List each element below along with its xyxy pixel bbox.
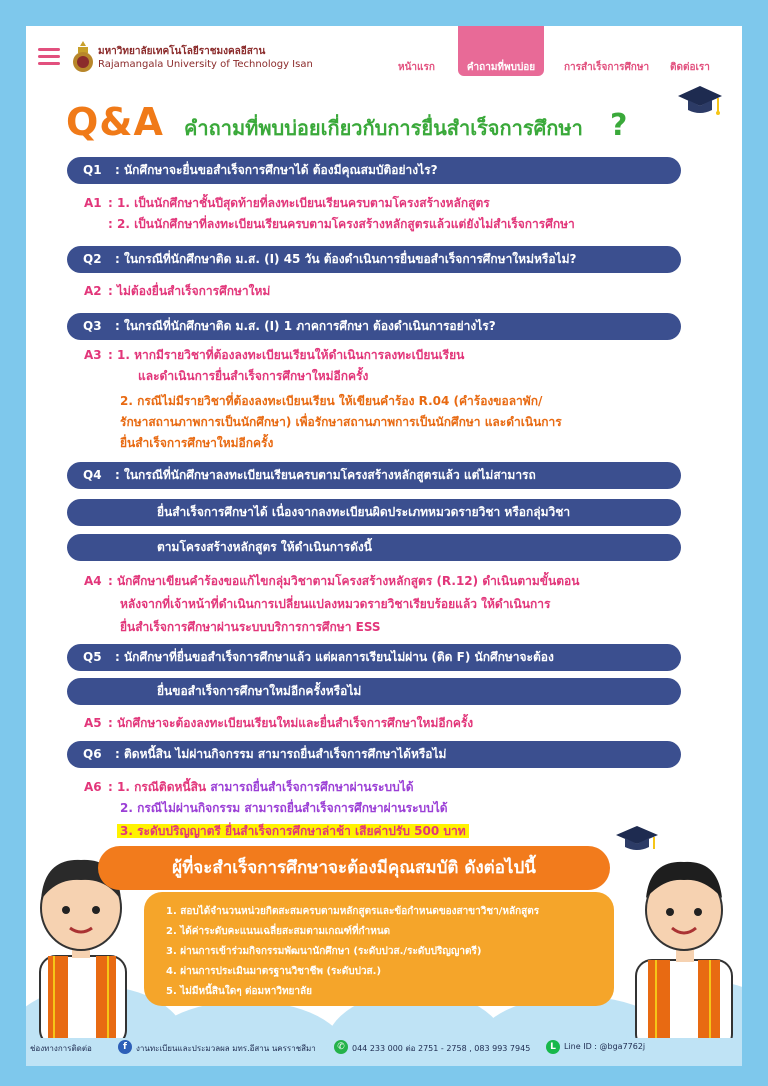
nav-graduation[interactable]: การสำเร็จการศึกษา <box>564 62 650 73</box>
answer-label-a5: A5 <box>84 716 102 730</box>
answer-a4-line3: ยื่นสำเร็จการศึกษาผ่านระบบบริการการศึกษา ESS <box>120 620 381 634</box>
university-name-th: มหาวิทยาลัยเทคโนโลยีราชมงคลอีสาน <box>98 46 266 57</box>
footer <box>26 1032 742 1066</box>
question-q4-line3: ตามโครงสร้างหลักสูตร ให้ดำเนินการดังนี้ <box>67 534 681 561</box>
question-q4-line2: ยื่นสำเร็จการศึกษาได้ เนื่องจากลงทะเบียนผิดประเภทหมวดรายวิชา หรือกลุ่มวิชา <box>67 499 681 526</box>
answer-a2-line1: : ไม่ต้องยื่นสำเร็จการศึกษาใหม่ <box>108 284 271 298</box>
list-item: 5. ไม่มีหนี้สินใดๆ ต่อมหาวิทยาลัย <box>166 986 313 997</box>
answer-a6-line1: : 1. กรณีติดหนี้สิน สามารถยื่นสำเร็จการศึกษาผ่านระบบได้ <box>108 780 414 794</box>
answer-a1-line1: : 1. เป็นนักศึกษาชั้นปีสุดท้ายที่ลงทะเบียนเรียนครบตามโครงสร้างหลักสูตร <box>108 196 490 210</box>
list-item: 3. ผ่านการเข้าร่วมกิจกรรมพัฒนานักศึกษา (ระดับปวส./ระดับปริญญาตรี) <box>166 946 482 957</box>
university-logo-icon <box>72 40 94 74</box>
qualifications-banner: ผู้ที่จะสำเร็จการศึกษาจะต้องมีคุณสมบัติ ดังต่อไปนี้ <box>98 846 610 890</box>
answer-a6-line2: 2. กรณีไม่ผ่านกิจกรรม สามารถยื่นสำเร็จการศึกษาผ่านระบบได้ <box>120 801 448 815</box>
question-q1: Q1 : นักศึกษาจะยื่นขอสำเร็จการศึกษาได้ ต้องมีคุณสมบัติอย่างไร? <box>67 157 681 184</box>
answer-a6-line3: 3. ระดับปริญญาตรี ยื่นสำเร็จการศึกษาล่าช้า เสียค่าปรับ 500 บาท <box>117 822 469 840</box>
poster <box>26 26 742 1066</box>
answer-a5-line1: : นักศึกษาจะต้องลงทะเบียนเรียนใหม่และยื่นสำเร็จการศึกษาใหม่อีกครั้ง <box>108 716 474 730</box>
answer-label-a4: A4 <box>84 574 102 588</box>
answer-a4-line1: : นักศึกษาเขียนคำร้องขอแก้ไขกลุ่มวิชาตามโครงสร้างหลักสูตร (R.12) ดำเนินตามขั้นตอน <box>108 574 580 588</box>
answer-a3-line3: 2. กรณีไม่มีรายวิชาที่ต้องลงทะเบียนเรียน ให้เขียนคำร้อง R.04 (คำร้องขอลาพัก/ <box>120 394 543 408</box>
answer-label-a3: A3 <box>84 348 102 362</box>
answer-a3-line2: และดำเนินการยื่นสำเร็จการศึกษาใหม่อีกครั้ง <box>138 369 369 383</box>
footer-label: ช่องทางการติดต่อ <box>30 1044 92 1053</box>
list-item: 1. สอบได้จำนวนหน่วยกิตสะสมครบตามหลักสูตรและข้อกำหนดของสาขาวิชา/หลักสูตร <box>166 906 540 917</box>
menu-icon[interactable] <box>38 48 60 66</box>
answer-a3-line5: ยื่นสำเร็จการศึกษาใหม่อีกครั้ง <box>120 436 274 450</box>
answer-a3-line1: : 1. หากมีรายวิชาที่ต้องลงทะเบียนเรียนให้ดำเนินการลงทะเบียนเรียน <box>108 348 465 362</box>
qualifications-list <box>144 892 614 1006</box>
question-q6: Q6 : ติดหนี้สิน ไม่ผ่านกิจกรรม สามารถยื่นสำเร็จการศึกษาได้หรือไม่ <box>67 741 681 768</box>
nav-home[interactable]: หน้าแรก <box>398 62 435 73</box>
phone-icon[interactable]: ✆ <box>334 1040 348 1054</box>
graduation-cap-icon <box>676 82 724 122</box>
page-title: คำถามที่พบบ่อยเกี่ยวกับการยื่นสำเร็จการศึกษา <box>184 116 583 140</box>
answer-a3-line4: รักษาสถานภาพการเป็นนักศึกษา) เพื่อรักษาสถานภาพการเป็นนักศึกษา และดำเนินการ <box>120 415 562 429</box>
answer-label-a2: A2 <box>84 284 102 298</box>
nav-faq[interactable]: คำถามที่พบบ่อย <box>458 26 544 76</box>
question-q4-line1: Q4 : ในกรณีที่นักศึกษาลงทะเบียนเรียนครบตามโครงสร้างหลักสูตรแล้ว แต่ไม่สามารถ <box>67 462 681 489</box>
question-q5-line1: Q5 : นักศึกษาที่ยื่นขอสำเร็จการศึกษาแล้ว แต่ผลการเรียนไม่ผ่าน (ติด F) นักศึกษาจะต้อง <box>67 644 681 671</box>
line-icon[interactable]: L <box>546 1040 560 1054</box>
facebook-icon[interactable]: f <box>118 1040 132 1054</box>
answer-a4-line2: หลังจากที่เจ้าหน้าที่ดำเนินการเปลี่ยนแปลงหมวดรายวิชาเรียบร้อยแล้ว ให้ดำเนินการ <box>120 597 551 611</box>
question-q5-line2: ยื่นขอสำเร็จการศึกษาใหม่อีกครั้งหรือไม่ <box>67 678 681 705</box>
footer-line-id[interactable]: Line ID : @bga7762j <box>564 1042 646 1051</box>
nav-contact[interactable]: ติดต่อเรา <box>670 62 710 73</box>
footer-phone[interactable]: 044 233 000 ต่อ 2751 - 2758 , 083 993 7945 <box>352 1044 531 1053</box>
list-item: 2. ได้ค่าระดับคะแนนเฉลี่ยสะสมตามเกณฑ์ที่กำหนด <box>166 926 391 937</box>
answer-label-a6: A6 <box>84 780 102 794</box>
answer-a1-line2: : 2. เป็นนักศึกษาที่ลงทะเบียนเรียนครบตามโครงสร้างหลักสูตรแล้วแต่ยังไม่สำเร็จการศึกษา <box>108 217 575 231</box>
student-girl-illustration <box>626 848 742 1038</box>
qa-heading: Q&A <box>66 100 164 144</box>
footer-facebook-link[interactable]: งานทะเบียนและประมวลผล มทร.อีสาน นครราชสีมา <box>136 1044 316 1053</box>
question-mark: ? <box>610 108 628 143</box>
question-q3: Q3 : ในกรณีที่นักศึกษาติด ม.ส. (I) 1 ภาคการศึกษา ต้องดำเนินการอย่างไร? <box>67 313 681 340</box>
university-name-en: Rajamangala University of Technology Isan <box>98 59 313 70</box>
question-q2: Q2 : ในกรณีที่นักศึกษาติด ม.ส. (I) 45 วัน ต้องดำเนินการยื่นขอสำเร็จการศึกษาใหม่หรือไม่? <box>67 246 681 273</box>
answer-label-a1: A1 <box>84 196 102 210</box>
list-item: 4. ผ่านการประเมินมาตรฐานวิชาชีพ (ระดับปวส.) <box>166 966 382 977</box>
